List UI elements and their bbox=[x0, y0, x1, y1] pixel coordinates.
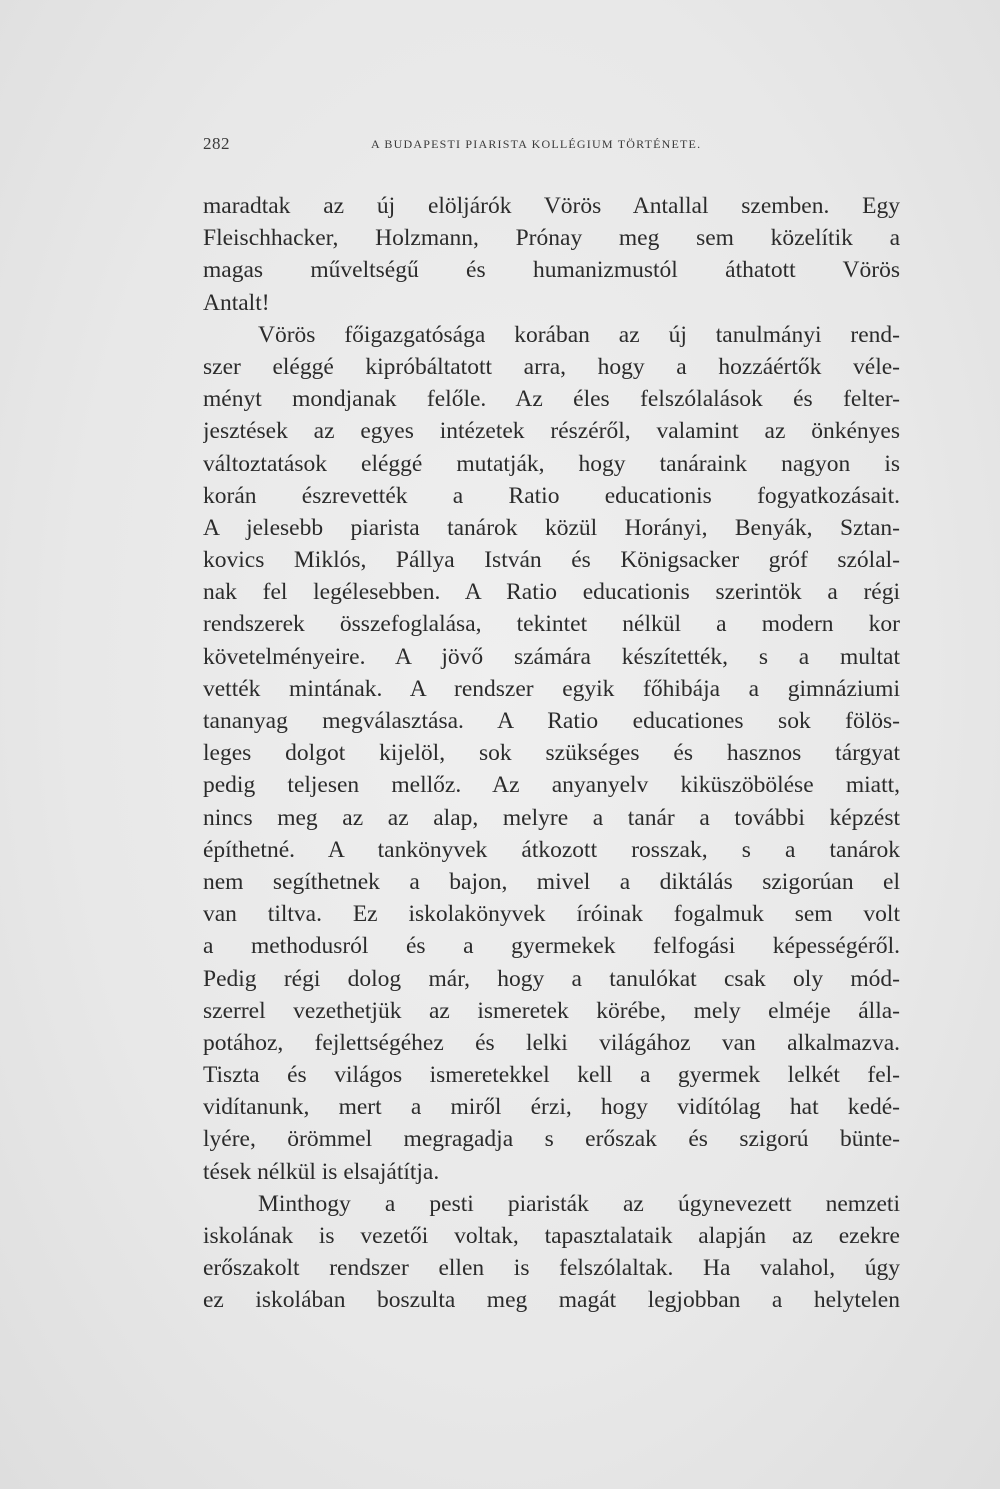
text-line: korán észrevették a Ratio educationis fogyatkozásait. bbox=[203, 482, 900, 509]
text-line: a methodusról és a gyermekek felfogási képességéről. bbox=[203, 933, 900, 960]
text-line: Antalt! bbox=[203, 289, 270, 316]
text-line: változtatások eléggé mutatják, hogy tanáraink nagyon is bbox=[203, 450, 900, 477]
text-line: Pedig régi dolog már, hogy a tanulókat csak oly mód- bbox=[203, 965, 900, 992]
text-line: szer eléggé kipróbáltatott arra, hogy a hozzáértők véle- bbox=[203, 353, 900, 380]
text-line: vidítanunk, mert a miről érzi, hogy vidítólag hat kedé- bbox=[203, 1094, 900, 1121]
text-line: Vörös főigazgatósága korában az új tanulmányi rend- bbox=[258, 321, 900, 348]
text-line: nincs meg az az alap, melyre a tanár a további képzést bbox=[203, 804, 900, 831]
text-line: vették mintának. A rendszer egyik főhibája a gimnáziumi bbox=[203, 675, 900, 702]
text-line: tananyag megválasztása. A Ratio educationes sok fölös- bbox=[203, 708, 900, 734]
text-line: tések nélkül is elsajátítja. bbox=[203, 1158, 440, 1185]
text-line: követelményeire. A jövő számára készítették, s a multat bbox=[203, 643, 900, 670]
text-line: nem segíthetnek a bajon, mivel a diktálás szigorúan el bbox=[203, 868, 900, 895]
text-line: Fleischhacker, Holzmann, Prónay meg sem közelítik a bbox=[203, 225, 900, 252]
text-line: A jelesebb piarista tanárok közül Horányi, Benyák, Sztan- bbox=[203, 514, 900, 541]
text-line: maradtak az új elöljárók Vörös Antallal szemben. Egy bbox=[203, 193, 900, 219]
text-line: szerrel vezethetjük az ismeretek körébe, mely elméje álla- bbox=[203, 997, 900, 1024]
page-number: 282 bbox=[203, 134, 230, 153]
text-line: iskolának is vezetői voltak, tapasztalataik alapján az ezekre bbox=[203, 1223, 900, 1249]
text-line: Tiszta és világos ismeretekkel kell a gyermek lelkét fel- bbox=[203, 1062, 900, 1089]
body-text bbox=[203, 190, 900, 1317]
text-line: erőszakolt rendszer ellen is felszólaltak. Ha valahol, úgy bbox=[203, 1255, 900, 1282]
text-line: van tiltva. Ez iskolakönyvek íróinak fogalmuk sem volt bbox=[203, 901, 900, 928]
header-title: A BUDAPESTI PIARISTA KOLLÉGIUM TÖRTÉNETE. bbox=[371, 137, 702, 151]
text-line: nak fel legélesebben. A Ratio educationis szerintök a régi bbox=[203, 579, 900, 606]
text-line: Minthogy a pesti piaristák az úgynevezett nemzeti bbox=[258, 1190, 900, 1217]
running-head bbox=[203, 134, 903, 154]
text-line: ez iskolában boszulta meg magát legjobban a helytelen bbox=[203, 1287, 900, 1314]
text-line: kovics Miklós, Pállya István és Königsacker gróf szólal- bbox=[203, 547, 900, 574]
text-line: rendszerek összefoglalása, tekintet nélkül a modern kor bbox=[203, 611, 900, 638]
text-line: jesztések az egyes intézetek részéről, valamint az önkényes bbox=[203, 418, 900, 445]
text-line: potához, fejlettségéhez és lelki világához van alkalmazva. bbox=[203, 1029, 900, 1056]
text-line: ményt mondjanak felőle. Az éles felszólalások és felter- bbox=[203, 386, 900, 413]
text-line: leges dolgot kijelöl, sok szükséges és hasznos tárgyat bbox=[203, 740, 900, 767]
text-line: építhetné. A tankönyvek átkozott rosszak, s a tanárok bbox=[203, 836, 900, 863]
text-line: lyére, örömmel megragadja s erőszak és szigorú bünte- bbox=[203, 1126, 900, 1153]
text-line: magas műveltségű és humanizmustól áthatott Vörös bbox=[203, 257, 900, 284]
text-line: pedig teljesen mellőz. Az anyanyelv kiküszöbölése miatt, bbox=[203, 772, 900, 799]
